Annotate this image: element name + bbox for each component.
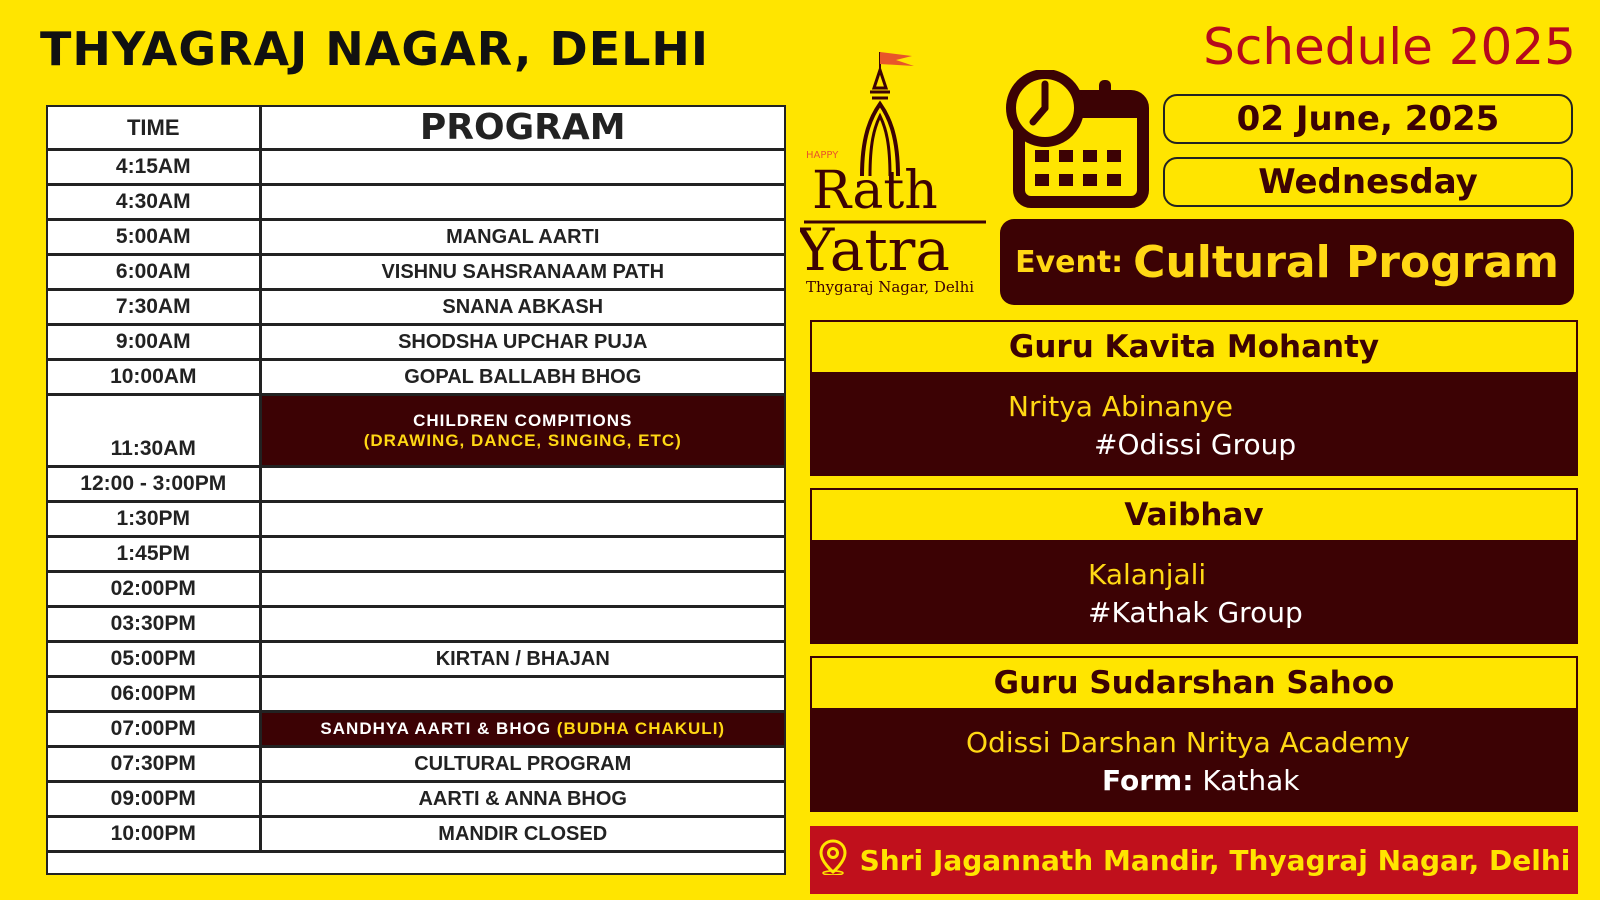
event-banner xyxy=(1000,219,1574,305)
logo-place-text: Thygaraj Nagar, Delhi xyxy=(806,278,975,296)
time-cell: 06:00PM xyxy=(48,677,260,712)
time-cell: 7:30AM xyxy=(48,290,260,325)
table-row xyxy=(48,607,784,642)
table-row xyxy=(48,360,784,395)
form-label: Form: xyxy=(1102,764,1194,797)
time-cell: 05:00PM xyxy=(48,642,260,677)
table-row-highlight xyxy=(48,395,784,467)
time-cell: 4:15AM xyxy=(48,150,260,185)
program-cell: SNANA ABKASH xyxy=(260,290,784,325)
schedule-year-title: Schedule 2025 xyxy=(1203,18,1576,76)
table-row xyxy=(48,220,784,255)
time-cell: 02:00PM xyxy=(48,572,260,607)
table-row xyxy=(48,467,784,502)
time-cell: 07:30PM xyxy=(48,747,260,782)
time-cell: 1:45PM xyxy=(48,537,260,572)
program-cell: KIRTAN / BHAJAN xyxy=(260,642,784,677)
time-cell: 9:00AM xyxy=(48,325,260,360)
program-cell: VISHNU SAHSRANAAM PATH xyxy=(260,255,784,290)
event-value: Cultural Program xyxy=(1133,236,1559,288)
program-cell: MANDIR CLOSED xyxy=(260,817,784,852)
table-row xyxy=(48,290,784,325)
venue-text: Shri Jagannath Mandir, Thyagraj Nagar, Delhi xyxy=(859,843,1571,877)
program-subtext: (BUDHA CHAKULI) xyxy=(556,719,726,738)
program-cell-highlight xyxy=(260,395,784,467)
table-row xyxy=(48,572,784,607)
time-cell: 10:00AM xyxy=(48,360,260,395)
program-cell xyxy=(260,677,784,712)
time-cell: 5:00AM xyxy=(48,220,260,255)
time-cell: 07:00PM xyxy=(48,712,260,747)
table-row xyxy=(48,677,784,712)
time-column-header: TIME xyxy=(48,107,260,150)
performer-card xyxy=(810,656,1578,812)
performer-group: #Odissi Group xyxy=(1094,428,1297,461)
day-badge: Wednesday xyxy=(1163,157,1573,207)
table-row xyxy=(48,255,784,290)
rath-yatra-logo xyxy=(800,48,990,318)
program-cell xyxy=(260,502,784,537)
program-cell: AARTI & ANNA BHOG xyxy=(260,782,784,817)
logo-rath-text: Rath xyxy=(812,161,938,221)
performer-card xyxy=(810,488,1578,644)
time-cell: 10:00PM xyxy=(48,817,260,852)
table-row xyxy=(48,747,784,782)
performer-group: #Kathak Group xyxy=(1088,596,1303,629)
performer-card xyxy=(810,320,1578,476)
program-cell: MANGAL AARTI xyxy=(260,220,784,255)
program-cell xyxy=(260,185,784,220)
schedule-table xyxy=(46,105,786,875)
time-cell: 4:30AM xyxy=(48,185,260,220)
logo-happy-text: HAPPY xyxy=(806,150,839,161)
program-cell-highlight xyxy=(260,712,784,747)
logo-yatra-text: Yatra xyxy=(800,216,950,284)
performer-troupe: Nritya Abinanye xyxy=(1008,390,1233,423)
program-text: CHILDREN COMPITIONS xyxy=(413,410,633,430)
performer-troupe: Odissi Darshan Nritya Academy xyxy=(966,726,1410,759)
program-cell: SHODSHA UPCHAR PUJA xyxy=(260,325,784,360)
time-cell: 1:30PM xyxy=(48,502,260,537)
performer-name: Vaibhav xyxy=(812,490,1576,540)
performer-name: Guru Kavita Mohanty xyxy=(812,322,1576,372)
location-pin-icon xyxy=(818,839,848,882)
program-column-header: PROGRAM xyxy=(260,107,784,150)
table-row xyxy=(48,185,784,220)
table-row xyxy=(48,537,784,572)
table-row xyxy=(48,325,784,360)
table-row xyxy=(48,150,784,185)
performer-form xyxy=(1102,764,1299,797)
program-text: SANDHYA AARTI & BHOG xyxy=(320,719,552,738)
event-label: Event: xyxy=(1015,244,1124,280)
program-cell xyxy=(260,607,784,642)
page-title: THYAGRAJ NAGAR, DELHI xyxy=(40,22,710,76)
program-cell: CULTURAL PROGRAM xyxy=(260,747,784,782)
table-row xyxy=(48,817,784,852)
performer-details xyxy=(812,540,1576,642)
venue-footer xyxy=(810,826,1578,894)
program-cell xyxy=(260,150,784,185)
table-row-highlight xyxy=(48,712,784,747)
program-cell xyxy=(260,572,784,607)
form-value: Kathak xyxy=(1193,764,1300,797)
program-cell xyxy=(260,537,784,572)
table-row xyxy=(48,502,784,537)
performer-troupe: Kalanjali xyxy=(1088,558,1207,591)
program-cell xyxy=(260,467,784,502)
time-cell: 09:00PM xyxy=(48,782,260,817)
performer-name: Guru Sudarshan Sahoo xyxy=(812,658,1576,708)
time-cell: 6:00AM xyxy=(48,255,260,290)
program-cell: GOPAL BALLABH BHOG xyxy=(260,360,784,395)
time-cell: 03:30PM xyxy=(48,607,260,642)
calendar-clock-icon xyxy=(1005,70,1155,210)
time-cell: 11:30AM xyxy=(48,395,260,467)
time-cell: 12:00 - 3:00PM xyxy=(48,467,260,502)
program-subtext: (DRAWING, DANCE, SINGING, ETC) xyxy=(363,430,682,450)
date-badge: 02 June, 2025 xyxy=(1163,94,1573,144)
table-row xyxy=(48,782,784,817)
performer-details xyxy=(812,708,1576,810)
table-row xyxy=(48,642,784,677)
performer-details xyxy=(812,372,1576,474)
